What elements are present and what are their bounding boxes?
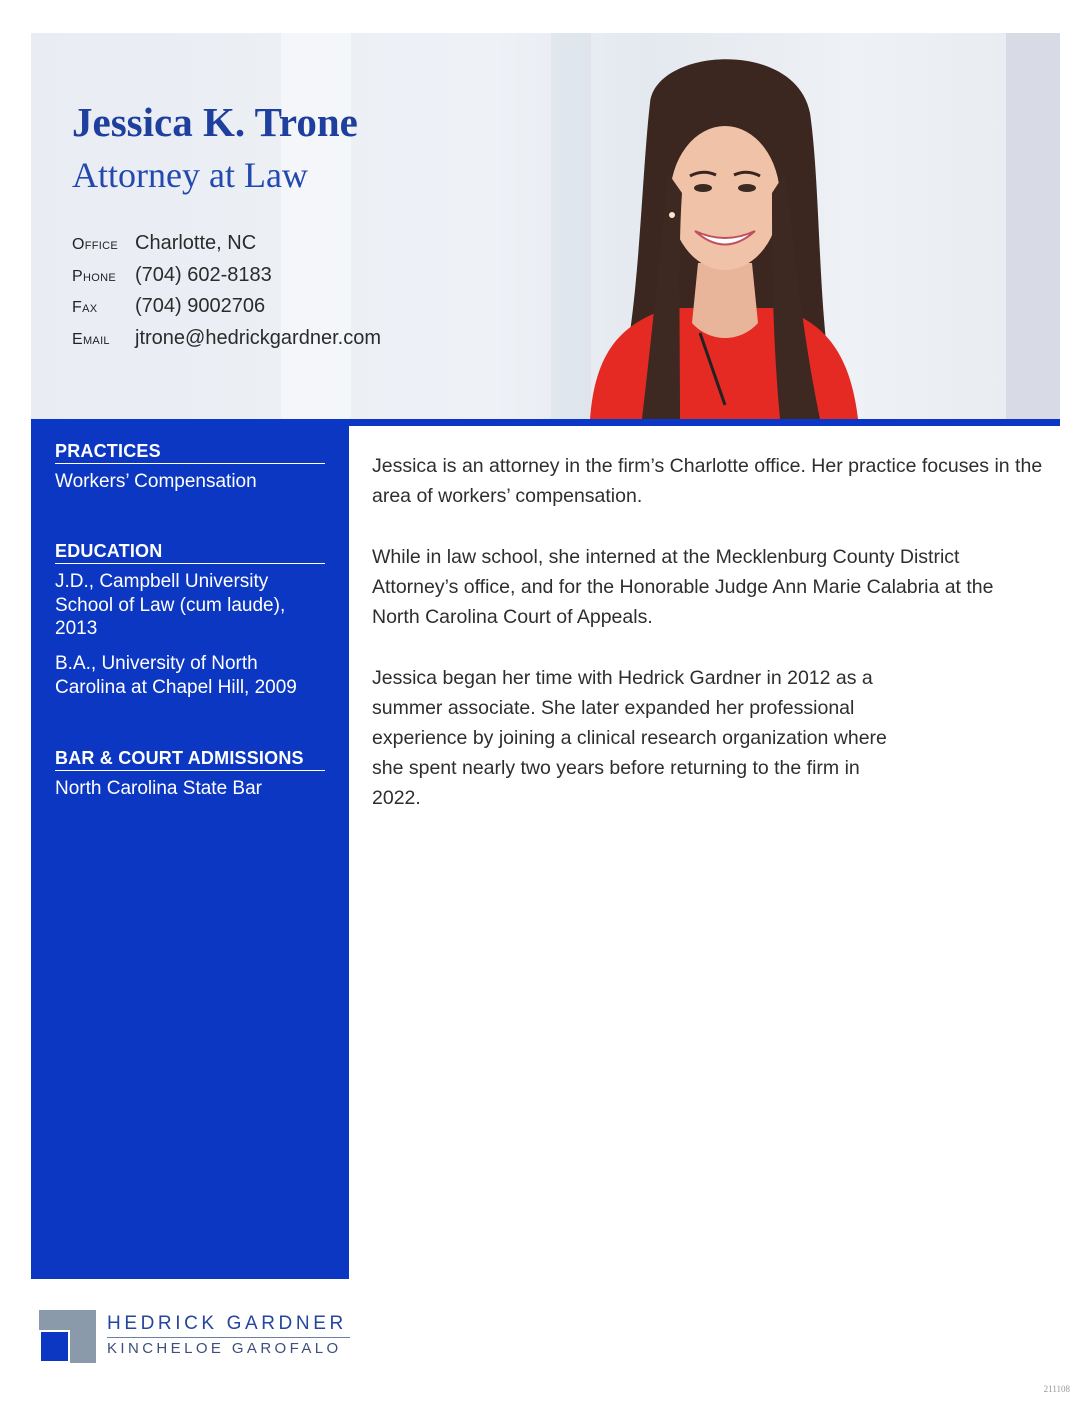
admissions-heading: BAR & COURT ADMISSIONS [55,748,325,771]
firm-logo-icon [39,1310,96,1363]
logo-divider [107,1337,350,1338]
contact-block [72,232,381,358]
background-window-light [281,33,351,419]
education-heading: EDUCATION [55,541,325,564]
contact-row-phone [72,264,381,296]
practices-heading: PRACTICES [55,441,325,464]
logo-text-secondary: KINCHELOE GAROFALO [107,1340,342,1357]
attorney-portrait-icon [580,33,870,419]
bio-paragraph: Jessica began her time with Hedrick Gardner in 2012 as a summer associate. She later expanded her professional experience by joining a clinical research organization where she spent nearly two years before returning to the firm in 2022. [372,667,887,809]
contact-value-fax: (704) 9002706 [135,295,266,317]
contact-label: Phone [72,267,116,285]
contact-value-email[interactable]: jtrone@hedrickgardner.com [135,326,381,349]
contact-value-phone[interactable]: (704) 602-8183 [135,263,272,286]
bio-section [372,451,1044,844]
admission-item: North Carolina State Bar [55,778,262,799]
contact-row-fax [72,295,381,327]
contact-row-email [72,327,381,359]
practice-item: Workers’ Compensation [55,471,257,492]
attorney-title: Attorney at Law [72,155,308,195]
education-item: J.D., Campbell University School of Law (cum laude), 2013 [55,571,286,639]
sidebar [31,426,349,1279]
contact-label: Office [72,236,119,253]
bio-paragraph: Jessica is an attorney in the firm’s Charlotte office. Her practice focuses in the area of workers’ compensation. [372,455,1043,507]
bio-paragraph: While in law school, she interned at the Mecklenburg County District Attorney’s office, and for the Honorable Judge Ann Marie Calabria at the North Carolina Court of Appeals. [372,546,994,628]
contact-row-office [72,232,381,264]
contact-value-office: Charlotte, NC [135,232,257,254]
header-band [31,33,1060,419]
attorney-name: Jessica K. Trone [72,99,358,145]
contact-label: Fax [72,299,98,316]
education-item: B.A., University of North Carolina at Chapel Hill, 2009 [55,653,297,698]
document-code: 211108 [1043,1384,1070,1394]
background-wall-edge [1006,33,1060,419]
header-rule [31,419,1060,426]
logo-text-primary: HEDRICK GARDNER [107,1313,347,1334]
contact-label: Email [72,330,110,348]
